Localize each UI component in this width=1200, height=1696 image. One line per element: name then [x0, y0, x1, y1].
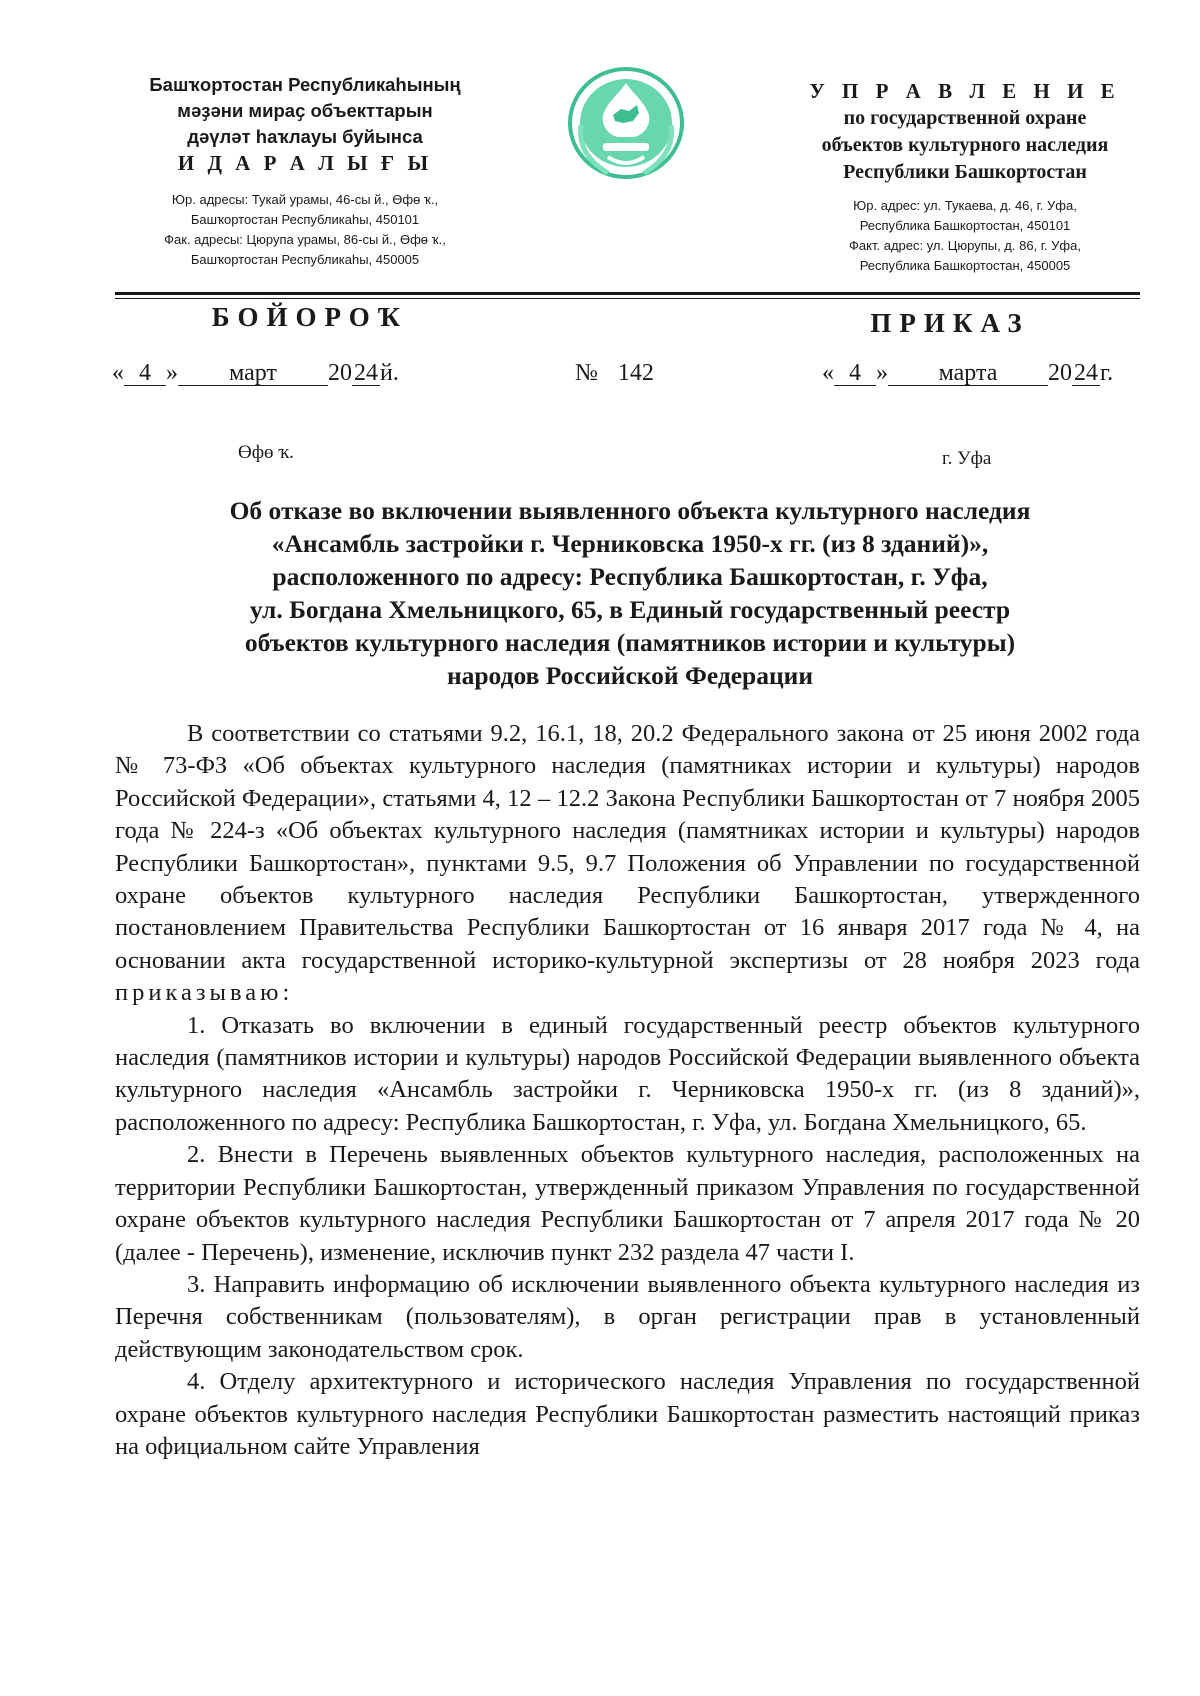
address-line: Башҡортостан Республикаһы, 450005 [190, 252, 420, 267]
org-line: объектов культурного наследия [821, 134, 1109, 156]
date-year-suffix: 24 [354, 360, 378, 386]
date-suffix: й. [380, 360, 399, 386]
date-day: 4 [834, 361, 876, 386]
date-day: 4 [124, 361, 166, 386]
date-right [822, 360, 1113, 387]
address-line: Юр. адресы: Тукай урамы, 46-сы й., Өфө ҡ., [171, 192, 439, 207]
number-label: № [575, 360, 598, 386]
order-item: 2. Внести в Перечень выявленных объектов культурного наследия, расположенных на территории Республики Башкортостан, утвержденный приказом Управления по государственной охране объектов культурного наследия Республики Башкортостан от 7 апреля 2017 года № 20 (далее - Перечень), изменение, исключив пункт 232 раздела 47 части I. [115, 1141, 1140, 1266]
quote-close: » [876, 360, 888, 386]
address-line: Башҡортостан Республикаһы, 450101 [190, 212, 420, 227]
org-caps: У П Р А В Л Е Н И Е [809, 79, 1121, 103]
date-year-prefix: 20 [1048, 360, 1072, 386]
city-russian: г. Уфа [942, 448, 992, 469]
coat-of-arms-emblem-icon [563, 65, 689, 185]
document-title-bashkir: БОЙОРОҠ [211, 302, 409, 332]
header-divider [115, 292, 1140, 295]
header-left-org [105, 72, 505, 176]
heading-line: «Ансамбль застройки г. Черниковска 1950-х гг. (из 8 зданий)», [271, 529, 989, 558]
date-left [112, 360, 399, 387]
order-item: 3. Направить информацию об исключении выявленного объекта культурного наследия из Перечня собственникам (пользователям), в орган регистрации прав в установленный действующим законодательством срок. [115, 1270, 1140, 1363]
date-month: марта [888, 361, 1048, 386]
order-heading [120, 494, 1140, 692]
quote-open: « [112, 360, 124, 386]
number-value: 142 [617, 360, 654, 386]
date-year-suffix: 24 [1074, 360, 1098, 386]
address-line: Факт. адрес: ул. Цюрупы, д. 86, г. Уфа, [849, 238, 1081, 253]
date-year-prefix: 20 [328, 360, 352, 386]
heading-line: ул. Богдана Хмельницкого, 65, в Единый государственный реестр [249, 595, 1011, 624]
header-divider-thin [115, 298, 1140, 299]
org-line: мәҙәни мираҫ объекттарын [177, 100, 433, 121]
org-line: дәүләт һаҡлауы буйынса [187, 126, 423, 147]
order-item: 4. Отделу архитектурного и исторического наследия Управления по государственной охране объектов культурного наследия Республики Башкортостан разместить настоящий приказ на официальном сайте Управления [115, 1368, 1140, 1460]
preamble-text: В соответствии со статьями 9.2, 16.1, 18, 20.2 Федерального закона от 25 июня 2002 года № 73-ФЗ «Об объектах культурного наследия (памятниках истории и культуры) народов Российской Федерации», статьями 4, 12 – 12.2 Закона Республики Башкортостан от 7 ноября 2005 года № 224-з «Об объектах культурного наследия (памятниках истории и культуры) народов Республики Башкортостан», пунктами 9.5, 9.7 Положения об Управлении по государственной охране объектов культурного наследия Республики Башкортостан, утвержденного постановлением Правительства Республики Башкортостан от 16 января 2017 года № 4, на основании акта государственной историко-культурной экспертизы от 28 ноября 2023 года [115, 720, 1140, 974]
heading-line: Об отказе во включении выявленного объекта культурного наследия [229, 496, 1031, 525]
address-line: Республика Башкортостан, 450101 [859, 218, 1071, 233]
header-left-address [135, 190, 475, 270]
quote-close: » [166, 360, 178, 386]
heading-line: объектов культурного наследия (памятников истории и культуры) [244, 628, 1016, 657]
header-right-address [800, 196, 1130, 276]
org-line: по государственной охране [843, 107, 1087, 129]
org-caps: И Д А Р А Л Ы Ғ Ы [177, 151, 433, 175]
heading-line: расположенного по адресу: Республика Башкортостан, г. Уфа, [272, 562, 988, 591]
order-body [115, 718, 1140, 1463]
address-line: Юр. адрес: ул. Тукаева, д. 46, г. Уфа, [853, 198, 1077, 213]
date-month: март [178, 361, 328, 386]
order-word: приказываю: [115, 979, 294, 1007]
preamble-paragraph [115, 718, 1140, 1010]
header-right-org [775, 78, 1155, 186]
city-bashkir: Өфө ҡ. [238, 442, 294, 463]
heading-line: народов Российской Федерации [446, 661, 814, 690]
org-line: Башҡортостан Республикаһының [149, 74, 461, 95]
order-number [575, 360, 654, 387]
address-line: Республика Башкортостан, 450005 [859, 258, 1071, 273]
quote-open: « [822, 360, 834, 386]
order-item: 1. Отказать во включении в единый государственный реестр объектов культурного наследия (памятников истории и культуры) народов Российской Федерации выявленного объекта культурного наследия «Ансамбль застройки г. Черниковска 1950-х гг. (из 8 зданий)», расположенного по адресу: Республика Башкортостан, г. Уфа, ул. Богдана Хмельницкого, 65. [115, 1011, 1140, 1136]
document-title-russian: ПРИКАЗ [870, 308, 1030, 338]
date-suffix: г. [1100, 360, 1114, 386]
org-line: Республики Башкортостан [843, 161, 1087, 183]
address-line: Фак. адресы: Цюрупа урамы, 86-сы й., Өфө ҡ., [164, 232, 446, 247]
